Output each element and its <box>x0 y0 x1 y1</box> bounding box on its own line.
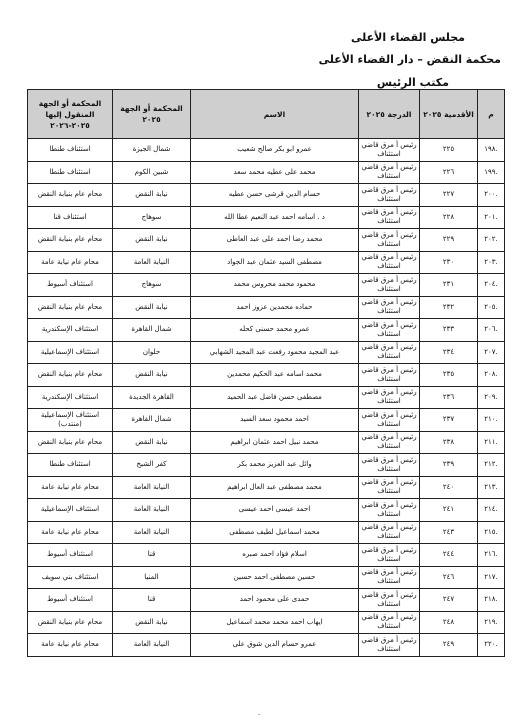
cell-degree: رئيس أ مرق قاضي استئناف <box>359 251 420 274</box>
table-row <box>28 206 505 229</box>
table-row <box>28 319 505 342</box>
cell-serial: .٢١٦ <box>478 544 505 567</box>
cell-name: محمد على عطيه محمد سعد <box>191 161 359 184</box>
cell-serial: .٢٠٨ <box>478 364 505 387</box>
council-title: مجلس القضاء الأعلى <box>351 31 465 44</box>
table-row <box>28 139 505 162</box>
cell-serial: .٢١٨ <box>478 589 505 612</box>
cell-court-transferred: محام عام بنيابة النقض <box>28 364 113 387</box>
cell-degree: رئيس أ مرق قاضي استئناف <box>359 296 420 319</box>
cell-court-transferred: استئناف أسيوط <box>28 589 113 612</box>
cell-court-2025: نيابة النقض <box>113 296 191 319</box>
table-row <box>28 634 505 657</box>
cell-seniority: ٢٣٣ <box>420 319 478 342</box>
cell-court-transferred: استئناف أسيوط <box>28 274 113 297</box>
cell-serial: .٢٠٤ <box>478 274 505 297</box>
cell-name: اسلام فؤاد احمد صبره <box>191 544 359 567</box>
cell-court-transferred: استئناف الإسماعيلية (منتدب) <box>28 409 113 432</box>
cell-degree: رئيس أ مرق قاضي استئناف <box>359 499 420 522</box>
cell-court-2025: شمال الجيزة <box>113 139 191 162</box>
cell-serial: .٢٠٠ <box>478 184 505 207</box>
cell-court-2025: كفر الشيخ <box>113 454 191 477</box>
cell-degree: رئيس أ مرق قاضي استئناف <box>359 634 420 657</box>
cell-serial: .٢١٠ <box>478 409 505 432</box>
table-row <box>28 499 505 522</box>
cell-seniority: ٢٤١ <box>420 499 478 522</box>
cell-court-transferred: محام عام نيابة عامة <box>28 634 113 657</box>
cell-serial: .٢١٥ <box>478 521 505 544</box>
table-row <box>28 341 505 364</box>
office-title: مكتب الرئيس <box>376 76 449 89</box>
cell-court-transferred: محام عام بنيابة النقض <box>28 229 113 252</box>
table-row <box>28 611 505 634</box>
cell-court-2025: شبين الكوم <box>113 161 191 184</box>
cell-serial: .١٩٨ <box>478 139 505 162</box>
cell-name: محمد رضا احمد على عبد العاطى <box>191 229 359 252</box>
cell-degree: رئيس أ مرق قاضي استئناف <box>359 161 420 184</box>
cell-court-2025: شمال القاهرة <box>113 319 191 342</box>
table-row <box>28 296 505 319</box>
cell-name: عمرو ابو بكر صالح شعيب <box>191 139 359 162</box>
table-row <box>28 544 505 567</box>
cell-name: حماده محمدين عزوز احمد <box>191 296 359 319</box>
cell-degree: رئيس أ مرق قاضي استئناف <box>359 139 420 162</box>
cell-court-2025: النيابة العامة <box>113 251 191 274</box>
cell-degree: رئيس أ مرق قاضي استئناف <box>359 184 420 207</box>
cell-seniority: ٢٤٧ <box>420 589 478 612</box>
cell-name: عمرو محمد حسنى كحله <box>191 319 359 342</box>
cell-seniority: ٢٣٦ <box>420 386 478 409</box>
cell-name: حسين مصطفى احمد حسين <box>191 566 359 589</box>
cell-court-transferred: استئناف طنطا <box>28 139 113 162</box>
cell-degree: رئيس أ مرق قاضي استئناف <box>359 319 420 342</box>
cell-degree: رئيس أ مرق قاضي استئناف <box>359 544 420 567</box>
cell-name: محمد اسامه عبد الحكيم محمدين <box>191 364 359 387</box>
cell-degree: رئيس أ مرق قاضي استئناف <box>359 364 420 387</box>
cell-name: محمد نبيل احمد عثمان ابراهيم <box>191 431 359 454</box>
cell-degree: رئيس أ مرق قاضي استئناف <box>359 589 420 612</box>
cell-name: عبد المجيد محمود رفعت عبد المجيد الشهابي <box>191 341 359 364</box>
cell-seniority: ٢٣٩ <box>420 454 478 477</box>
cell-degree: رئيس أ مرق قاضي استئناف <box>359 431 420 454</box>
cell-court-2025: النيابة العامة <box>113 521 191 544</box>
cell-court-2025: سوهاج <box>113 274 191 297</box>
cell-court-2025: شمال القاهرة <box>113 409 191 432</box>
cell-serial: .٢٠٣ <box>478 251 505 274</box>
cell-court-2025: نيابة النقض <box>113 229 191 252</box>
cell-degree: رئيس أ مرق قاضي استئناف <box>359 476 420 499</box>
table-row <box>28 274 505 297</box>
table-row <box>28 184 505 207</box>
cell-degree: رئيس أ مرق قاضي استئناف <box>359 229 420 252</box>
cell-seniority: ٢٢٨ <box>420 206 478 229</box>
cell-seniority: ٢٤٦ <box>420 566 478 589</box>
cell-seniority: ٢٢٩ <box>420 229 478 252</box>
table-row <box>28 364 505 387</box>
cell-degree: رئيس أ مرق قاضي استئناف <box>359 409 420 432</box>
cell-seniority: ٢٣٤ <box>420 341 478 364</box>
cell-court-transferred: استئناف طنطا <box>28 454 113 477</box>
cell-seniority: ٢٣٥ <box>420 364 478 387</box>
cell-serial: .٢١٩ <box>478 611 505 634</box>
cell-degree: رئيس أ مرق قاضي استئناف <box>359 521 420 544</box>
cell-seniority: ٢٤٤ <box>420 544 478 567</box>
cell-name: محمد مصطفى عبد العال ابراهيم <box>191 476 359 499</box>
transfers-table <box>27 89 505 657</box>
cell-court-transferred: استئناف أسيوط <box>28 544 113 567</box>
cell-court-2025: نيابة النقض <box>113 184 191 207</box>
cell-court-transferred: محام عام نيابة عامة <box>28 251 113 274</box>
table-row <box>28 521 505 544</box>
cell-seniority: ٢٤٠ <box>420 476 478 499</box>
cell-name: ايهاب احمد محمد محمد اسماعيل <box>191 611 359 634</box>
cell-court-transferred: محام عام نيابة عامة <box>28 476 113 499</box>
cell-serial: .٢٠٩ <box>478 386 505 409</box>
cell-degree: رئيس أ مرق قاضي استئناف <box>359 386 420 409</box>
cell-degree: رئيس أ مرق قاضي استئناف <box>359 274 420 297</box>
cell-court-2025: النيابة العامة <box>113 634 191 657</box>
cell-court-transferred: محام عام بنيابة النقض <box>28 431 113 454</box>
cell-court-2025: سوهاج <box>113 206 191 229</box>
table-row <box>28 431 505 454</box>
cell-seniority: ٢٢٦ <box>420 161 478 184</box>
table-row <box>28 386 505 409</box>
cell-court-transferred: استئناف الإسماعيلية <box>28 341 113 364</box>
cell-court-transferred: استئناف طنطا <box>28 161 113 184</box>
cell-court-2025: حلوان <box>113 341 191 364</box>
cell-serial: .٢١٧ <box>478 566 505 589</box>
cell-name: محمد اسماعيل لطيف مصطفى <box>191 521 359 544</box>
cell-court-2025: النيابة العامة <box>113 476 191 499</box>
cell-seniority: ٢٢٥ <box>420 139 478 162</box>
cell-degree: رئيس أ مرق قاضي استئناف <box>359 206 420 229</box>
table-row <box>28 566 505 589</box>
cell-seniority: ٢٣٧ <box>420 409 478 432</box>
cell-degree: رئيس أ مرق قاضي استئناف <box>359 566 420 589</box>
table-row <box>28 251 505 274</box>
cell-serial: .١٩٩ <box>478 161 505 184</box>
cell-degree: رئيس أ مرق قاضي استئناف <box>359 341 420 364</box>
cell-court-transferred: استئناف الإسكندرية <box>28 319 113 342</box>
cell-name: احمد عيسى احمد عيسى <box>191 499 359 522</box>
cell-court-2025: القاهرة الجديدة <box>113 386 191 409</box>
cell-name: مصطفى السيد عثمان عبد الجواد <box>191 251 359 274</box>
cell-name: محمود محمد محروس محمد <box>191 274 359 297</box>
cell-court-2025: نيابة النقض <box>113 364 191 387</box>
cell-seniority: ٢٣٠ <box>420 251 478 274</box>
cell-name: د . اسامه احمد عبد النعيم عطا الله <box>191 206 359 229</box>
cell-name: وائل عبد العزيز محمد بكر <box>191 454 359 477</box>
cell-serial: .٢٠٦ <box>478 319 505 342</box>
cell-court-2025: قنا <box>113 544 191 567</box>
cell-court-transferred: استئناف بني سويف <box>28 566 113 589</box>
column-header-serial: م <box>478 90 505 139</box>
cell-name: احمد محمود سعد السيد <box>191 409 359 432</box>
cell-serial: .٢٠١ <box>478 206 505 229</box>
cell-serial: .٢٠٢ <box>478 229 505 252</box>
column-header-name: الاسم <box>191 90 359 139</box>
cell-court-2025: نيابة النقض <box>113 431 191 454</box>
cell-serial: .٢١١ <box>478 431 505 454</box>
cell-court-2025: المنيا <box>113 566 191 589</box>
table-row <box>28 409 505 432</box>
cell-court-transferred: استئناف قنا <box>28 206 113 229</box>
cell-seniority: ٢٢٧ <box>420 184 478 207</box>
cell-court-transferred: استئناف الإسماعيلية <box>28 499 113 522</box>
cell-serial: .٢٢٠ <box>478 634 505 657</box>
cell-court-transferred: محام عام بنيابة النقض <box>28 296 113 319</box>
cell-name: عمرو حسام الدين شوق على <box>191 634 359 657</box>
cell-seniority: ٢٤٣ <box>420 521 478 544</box>
cell-seniority: ٢٣٢ <box>420 296 478 319</box>
cell-serial: .٢٠٥ <box>478 296 505 319</box>
table-row <box>28 161 505 184</box>
cell-degree: رئيس أ مرق قاضي استئناف <box>359 454 420 477</box>
table-body <box>28 139 505 657</box>
cell-serial: .٢١٤ <box>478 499 505 522</box>
cell-seniority: ٢٣١ <box>420 274 478 297</box>
table-row <box>28 589 505 612</box>
cell-court-transferred: استئناف الإسكندرية <box>28 386 113 409</box>
cell-court-2025: نيابة النقض <box>113 611 191 634</box>
column-header-degree: الدرجة ٢٠٢٥ <box>359 90 420 139</box>
column-header-court-transferred: المحكمة أو الجهة المنقول إليها ٢٠٢٥-٢٠٢٦ <box>28 90 113 139</box>
cell-seniority: ٢٤٩ <box>420 634 478 657</box>
cell-seniority: ٢٣٨ <box>420 431 478 454</box>
cell-court-transferred: محام عام نيابة عامة <box>28 521 113 544</box>
page-mark: · <box>258 711 261 719</box>
table-row <box>28 229 505 252</box>
column-header-court-2025: المحكمة أو الجهة ٢٠٢٥ <box>113 90 191 139</box>
cell-name: حمدى على محمود احمد <box>191 589 359 612</box>
cell-seniority: ٢٤٨ <box>420 611 478 634</box>
cell-serial: .٢٠٧ <box>478 341 505 364</box>
cell-name: مصطفى حسن فاضل عبد الحميد <box>191 386 359 409</box>
table-row <box>28 454 505 477</box>
table-header-row <box>28 90 505 139</box>
cell-court-transferred: محام عام بنيابة النقض <box>28 611 113 634</box>
column-header-seniority: الأقدمية ٢٠٢٥ <box>420 90 478 139</box>
cell-court-2025: النيابة العامة <box>113 499 191 522</box>
table-row <box>28 476 505 499</box>
court-title: محكمة النقض – دار القضاء الأعلى <box>318 53 501 66</box>
cell-serial: .٢١٣ <box>478 476 505 499</box>
cell-degree: رئيس أ مرق قاضي استئناف <box>359 611 420 634</box>
cell-court-2025: قنا <box>113 589 191 612</box>
cell-serial: .٢١٢ <box>478 454 505 477</box>
cell-court-transferred: محام عام بنيابة النقض <box>28 184 113 207</box>
cell-name: حسام الدين قرشى حسن عطيه <box>191 184 359 207</box>
